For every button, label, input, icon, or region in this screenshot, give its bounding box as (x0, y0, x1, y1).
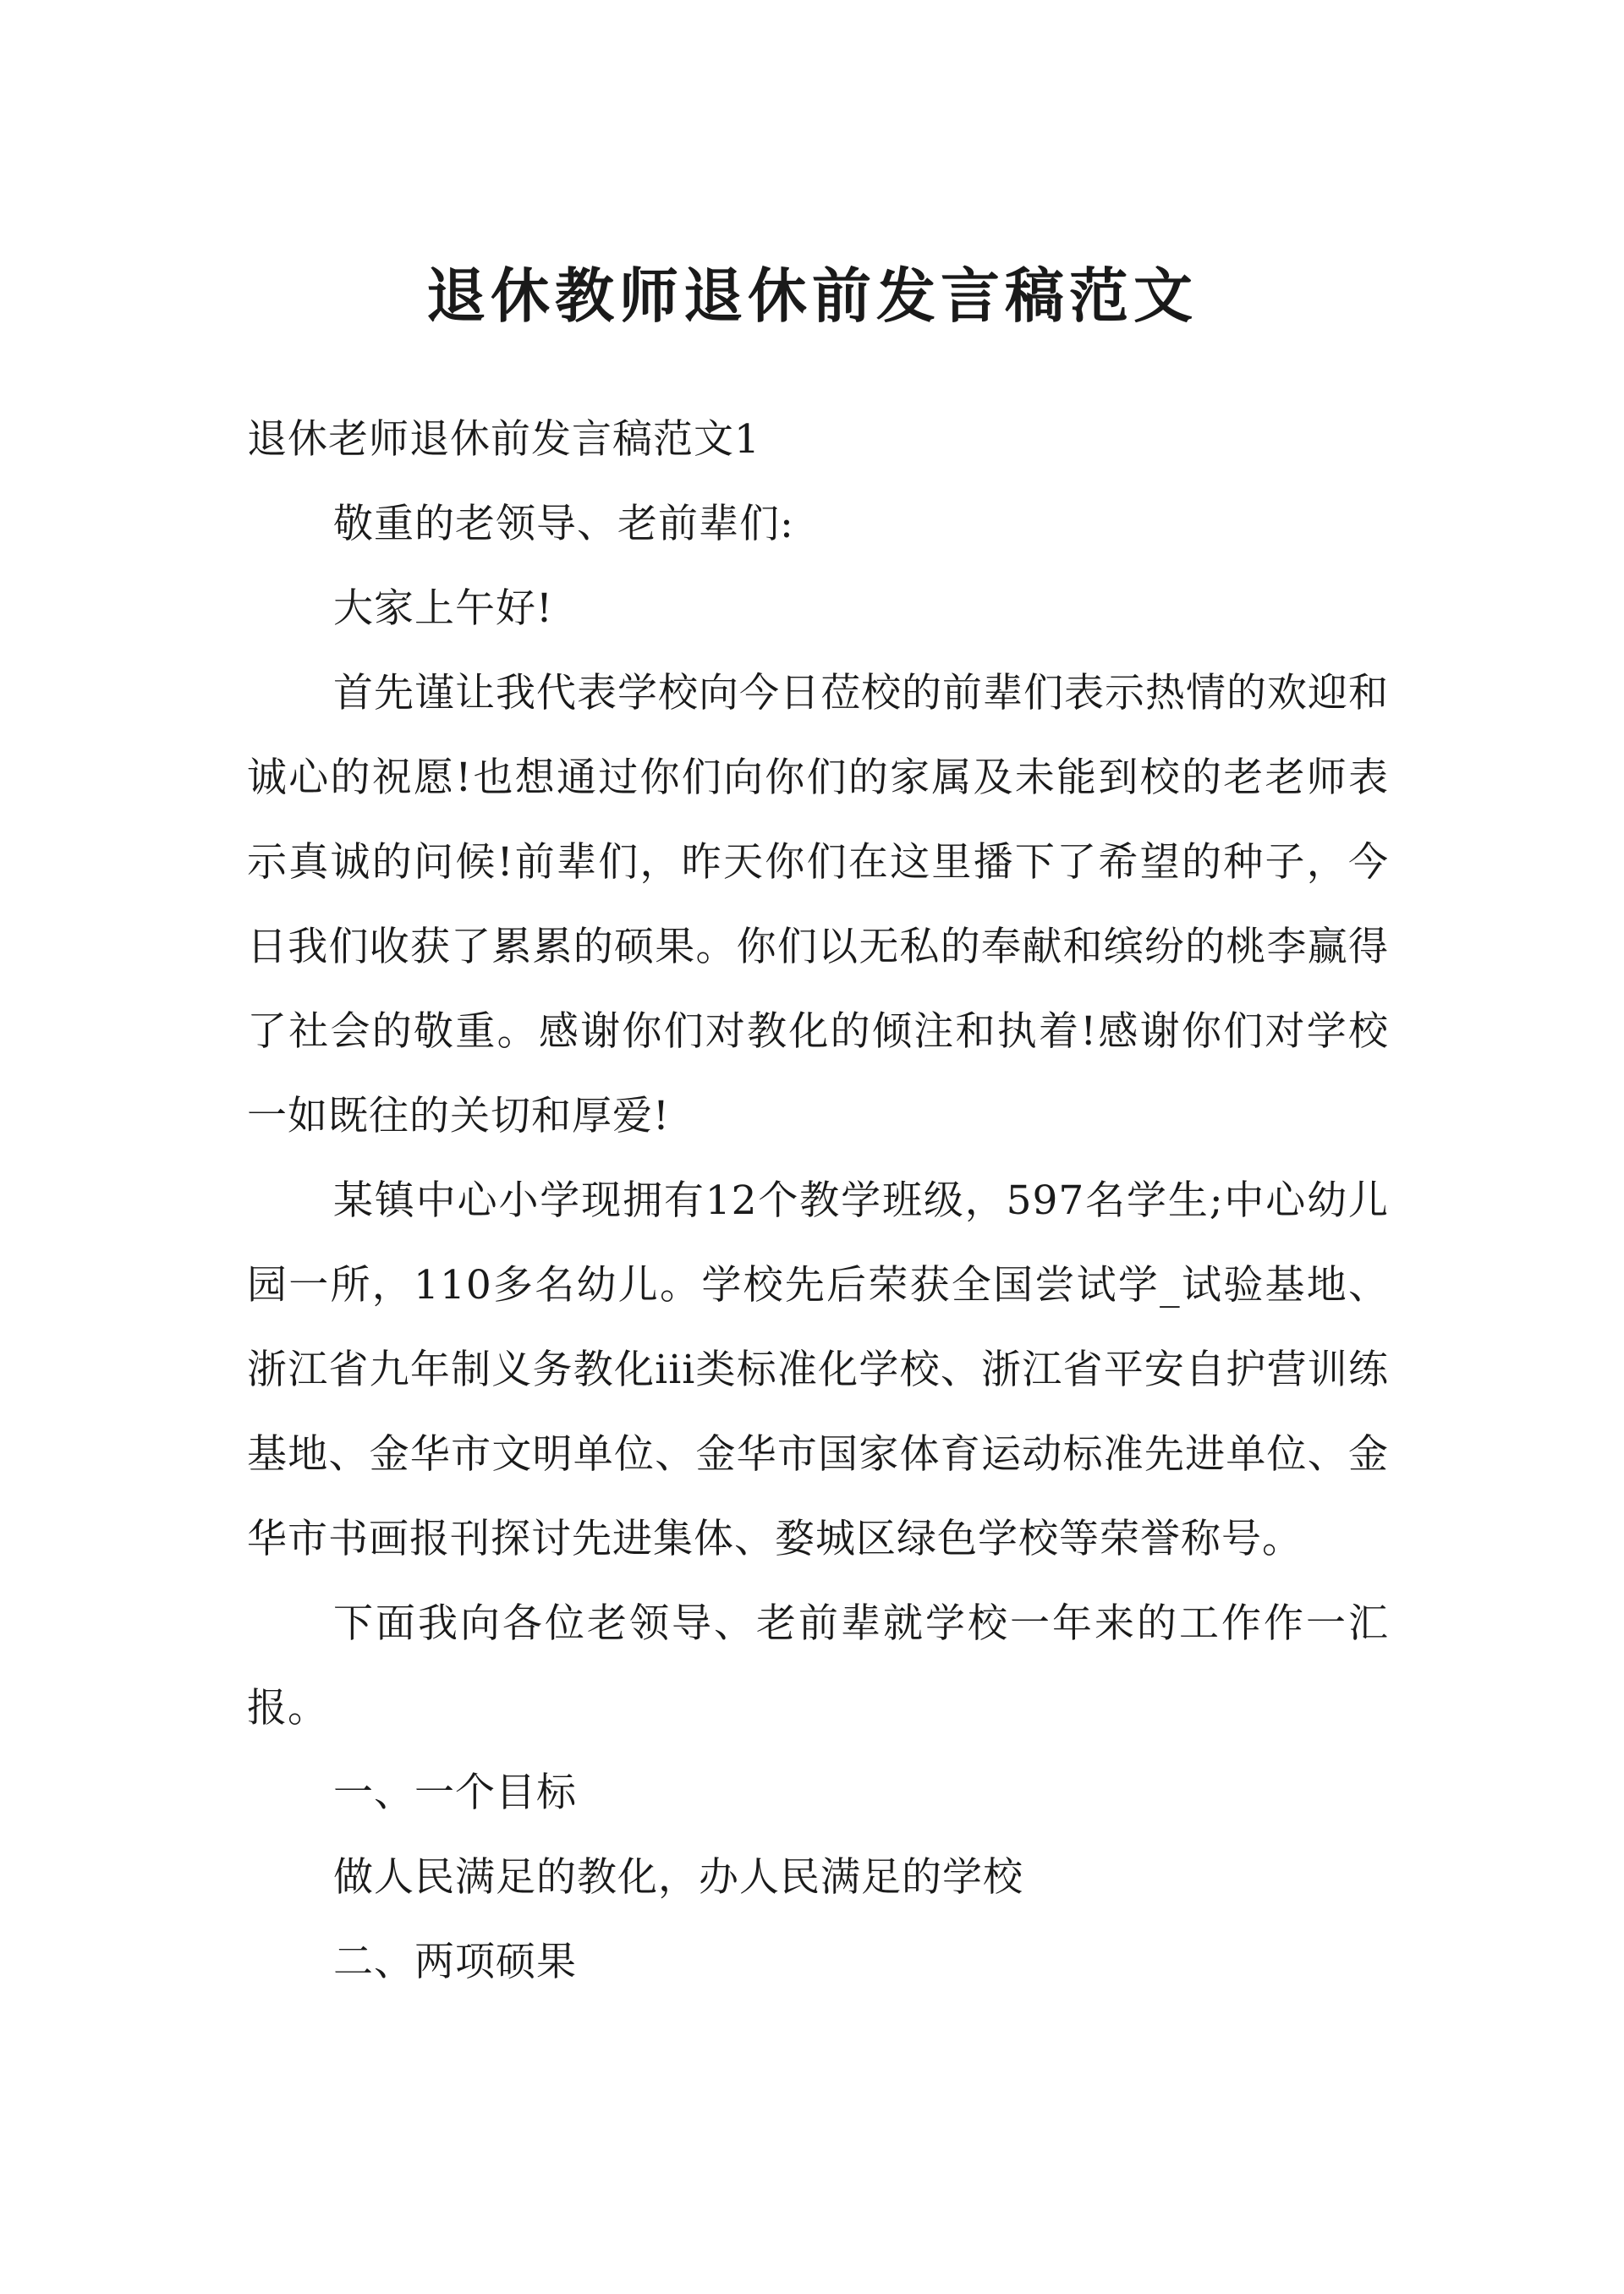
paragraph: 大家上午好! (333, 585, 553, 632)
paragraph: 某镇中心小学现拥有12个教学班级，597名学生;中心幼儿园一所，110多名幼儿。学校先后荣获全国尝试学_试验基地、浙江省九年制义务教化iii类标准化学校、浙江省平安自护营训练基地、金华市文明单位、金华市国家体育运动标准先进单位、金华市书画报刊探讨先进集体、婺城区绿色学校等荣誉称号。 (247, 1177, 1389, 1562)
paragraph: 做人民满足的教化，办人民满足的学校 (333, 1854, 1023, 1901)
paragraph: 退休老师退休前发言稿范文1 (247, 416, 760, 463)
paragraph: 一、一个目标 (333, 1770, 577, 1816)
paragraph: 首先谨让我代表学校向今日莅校的前辈们表示热情的欢迎和诚心的祝愿!也想通过你们向你们的家属及未能到校的老老师表示真诚的问候!前辈们，昨天你们在这里播下了希望的种子，今日我们收获了累累的硕果。你们以无私的奉献和缤纷的桃李赢得了社会的敬重。感谢你们对教化的倾注和执着!感谢你们对学校一如既往的关切和厚爱! (247, 670, 1389, 1139)
paragraph: 敬重的老领导、老前辈们: (333, 501, 794, 547)
document-body (247, 398, 1389, 2005)
paragraph: 下面我向各位老领导、老前辈就学校一年来的工作作一汇报。 (247, 1600, 1389, 1731)
document-title: 退休教师退休前发言稿范文 (426, 261, 1198, 331)
paragraph: 二、两项硕果 (333, 1939, 577, 1985)
